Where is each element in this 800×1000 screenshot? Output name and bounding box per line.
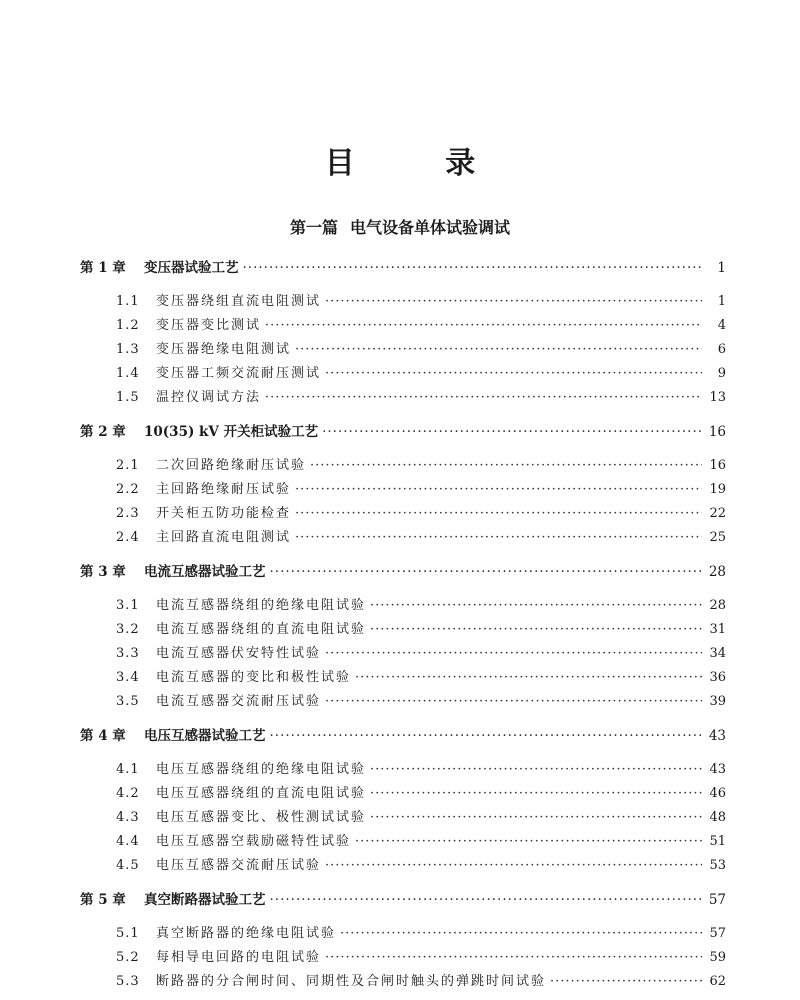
section-title: 电压互感器交流耐压试验 xyxy=(156,858,322,873)
section-number: 3.5 xyxy=(116,694,140,709)
section-title: 电压互感器绕组的直流电阻试验 xyxy=(156,786,367,801)
section-page-number: 62 xyxy=(709,974,726,989)
dot-leader xyxy=(243,256,703,280)
part-label: 第一篇 xyxy=(289,218,338,237)
section-title: 开关柜五防功能检查 xyxy=(156,506,292,521)
section-entry[interactable] xyxy=(116,642,726,666)
section-page-number: 36 xyxy=(709,670,726,685)
chapter-number: 第 1 章 xyxy=(80,260,126,276)
section-number: 4.3 xyxy=(116,810,140,825)
dot-leader xyxy=(325,690,702,714)
section-title: 主回路绝缘耐压试验 xyxy=(156,482,292,497)
section-entry[interactable] xyxy=(116,666,726,690)
section-page-number: 16 xyxy=(709,458,726,473)
section-entry[interactable] xyxy=(116,758,726,782)
section-entry[interactable] xyxy=(116,338,726,362)
section-number: 3.4 xyxy=(116,670,140,685)
section-title: 电流互感器的变比和极性试验 xyxy=(156,670,352,685)
dot-leader xyxy=(270,560,703,584)
chapter-page-number: 57 xyxy=(708,892,726,908)
section-title: 变压器变比测试 xyxy=(156,318,262,333)
section-entry[interactable] xyxy=(116,946,726,970)
dot-leader xyxy=(265,386,702,410)
section-entry[interactable] xyxy=(116,526,726,550)
section-title: 每相导电回路的电阻试验 xyxy=(156,950,322,965)
dot-leader xyxy=(370,594,702,618)
section-page-number: 51 xyxy=(709,834,726,849)
chapter-title: 变压器试验工艺 xyxy=(144,260,239,276)
section-entry[interactable] xyxy=(116,806,726,830)
section-title: 电压互感器变比、极性测试试验 xyxy=(156,810,367,825)
chapter-entry[interactable] xyxy=(80,256,726,280)
section-entry[interactable] xyxy=(116,502,726,526)
part-name: 电气设备单体试验调试 xyxy=(350,218,511,237)
chapter-number: 第 2 章 xyxy=(80,424,126,440)
section-page-number: 57 xyxy=(709,926,726,941)
section-title: 电流互感器绕组的直流电阻试验 xyxy=(156,622,367,637)
section-title: 电压互感器空载励磁特性试验 xyxy=(156,834,352,849)
section-title: 电压互感器绕组的绝缘电阻试验 xyxy=(156,762,367,777)
section-page-number: 43 xyxy=(709,762,726,777)
section-page-number: 59 xyxy=(709,950,726,965)
section-title: 变压器工频交流耐压测试 xyxy=(156,366,322,381)
chapter-page-number: 28 xyxy=(708,564,726,580)
chapter-title: 电压互感器试验工艺 xyxy=(144,728,266,744)
section-number: 1.4 xyxy=(116,366,140,381)
dot-leader xyxy=(355,666,702,690)
section-number: 1.1 xyxy=(116,294,140,309)
section-page-number: 53 xyxy=(709,858,726,873)
chapter-entry[interactable] xyxy=(80,560,726,584)
chapter-title: 10(35) kV 开关柜试验工艺 xyxy=(144,424,319,440)
section-title: 二次回路绝缘耐压试验 xyxy=(156,458,307,473)
section-number: 2.1 xyxy=(116,458,140,473)
section-entry[interactable] xyxy=(116,922,726,946)
section-title: 变压器绝缘电阻测试 xyxy=(156,342,292,357)
chapter-page-number: 1 xyxy=(717,260,726,276)
section-number: 3.1 xyxy=(116,598,140,613)
section-page-number: 48 xyxy=(709,810,726,825)
section-page-number: 25 xyxy=(709,530,726,545)
dot-leader xyxy=(325,362,702,386)
section-title: 变压器绕组直流电阻测试 xyxy=(156,294,322,309)
section-number: 1.2 xyxy=(116,318,140,333)
section-title: 真空断路器的绝缘电阻试验 xyxy=(156,926,337,941)
dot-leader xyxy=(325,946,702,970)
chapter-page-number: 16 xyxy=(708,424,726,440)
section-page-number: 28 xyxy=(709,598,726,613)
dot-leader xyxy=(295,478,702,502)
chapter-entry[interactable] xyxy=(80,724,726,748)
section-page-number: 9 xyxy=(717,366,726,381)
dot-leader xyxy=(270,724,703,748)
chapter-entry[interactable] xyxy=(80,420,726,444)
page-title: 目 录 xyxy=(324,146,516,181)
dot-leader xyxy=(322,420,702,444)
section-number: 2.2 xyxy=(116,482,140,497)
section-number: 5.2 xyxy=(116,950,140,965)
section-entry[interactable] xyxy=(116,478,726,502)
section-page-number: 31 xyxy=(709,622,726,637)
chapter-title: 电流互感器试验工艺 xyxy=(144,564,266,580)
section-entry[interactable] xyxy=(116,970,726,994)
section-title: 主回路直流电阻测试 xyxy=(156,530,292,545)
section-title: 断路器的分合闸时间、同期性及合闸时触头的弹跳时间试验 xyxy=(156,974,547,989)
section-page-number: 4 xyxy=(717,318,726,333)
dot-leader xyxy=(370,806,702,830)
section-title: 电流互感器绕组的绝缘电阻试验 xyxy=(156,598,367,613)
section-number: 5.3 xyxy=(116,974,140,989)
section-entry[interactable] xyxy=(116,618,726,642)
section-title: 温控仪调试方法 xyxy=(156,390,262,405)
dot-leader xyxy=(295,502,702,526)
dot-leader xyxy=(325,642,702,666)
section-title: 电流互感器伏安特性试验 xyxy=(156,646,322,661)
dot-leader xyxy=(370,758,702,782)
section-page-number: 34 xyxy=(709,646,726,661)
section-page-number: 22 xyxy=(709,506,726,521)
section-number: 4.4 xyxy=(116,834,140,849)
section-entry[interactable] xyxy=(116,690,726,714)
section-entry[interactable] xyxy=(116,594,726,618)
chapter-number: 第 3 章 xyxy=(80,564,126,580)
section-entry[interactable] xyxy=(116,782,726,806)
section-page-number: 19 xyxy=(709,482,726,497)
section-number: 4.2 xyxy=(116,786,140,801)
section-page-number: 1 xyxy=(717,294,726,309)
dot-leader xyxy=(270,888,703,912)
section-title: 电流互感器交流耐压试验 xyxy=(156,694,322,709)
section-number: 2.3 xyxy=(116,506,140,521)
dot-leader xyxy=(355,830,702,854)
section-number: 2.4 xyxy=(116,530,140,545)
dot-leader xyxy=(295,526,702,550)
chapter-entry[interactable] xyxy=(80,888,726,912)
section-entry[interactable] xyxy=(116,290,726,314)
chapter-number: 第 4 章 xyxy=(80,728,126,744)
section-page-number: 13 xyxy=(709,390,726,405)
chapter-page-number: 43 xyxy=(708,728,726,744)
dot-leader xyxy=(265,314,702,338)
section-number: 1.3 xyxy=(116,342,140,357)
chapter-number: 第 5 章 xyxy=(80,892,126,908)
section-entry[interactable] xyxy=(116,314,726,338)
dot-leader xyxy=(370,782,702,806)
dot-leader xyxy=(325,854,702,878)
section-page-number: 39 xyxy=(709,694,726,709)
section-number: 1.5 xyxy=(116,390,140,405)
section-page-number: 46 xyxy=(709,786,726,801)
part-title xyxy=(0,216,800,240)
dot-leader xyxy=(370,618,702,642)
dot-leader xyxy=(340,922,702,946)
section-entry[interactable] xyxy=(116,454,726,478)
section-entry[interactable] xyxy=(116,362,726,386)
section-number: 5.1 xyxy=(116,926,140,941)
section-entry[interactable] xyxy=(116,386,726,410)
section-number: 3.3 xyxy=(116,646,140,661)
section-page-number: 6 xyxy=(717,342,726,357)
dot-leader xyxy=(310,454,702,478)
chapter-title: 真空断路器试验工艺 xyxy=(144,892,266,908)
section-number: 4.1 xyxy=(116,762,140,777)
section-number: 3.2 xyxy=(116,622,140,637)
dot-leader xyxy=(295,338,702,362)
section-number: 4.5 xyxy=(116,858,140,873)
section-entry[interactable] xyxy=(116,830,726,854)
dot-leader xyxy=(325,290,702,314)
section-entry[interactable] xyxy=(116,854,726,878)
dot-leader xyxy=(550,970,702,994)
